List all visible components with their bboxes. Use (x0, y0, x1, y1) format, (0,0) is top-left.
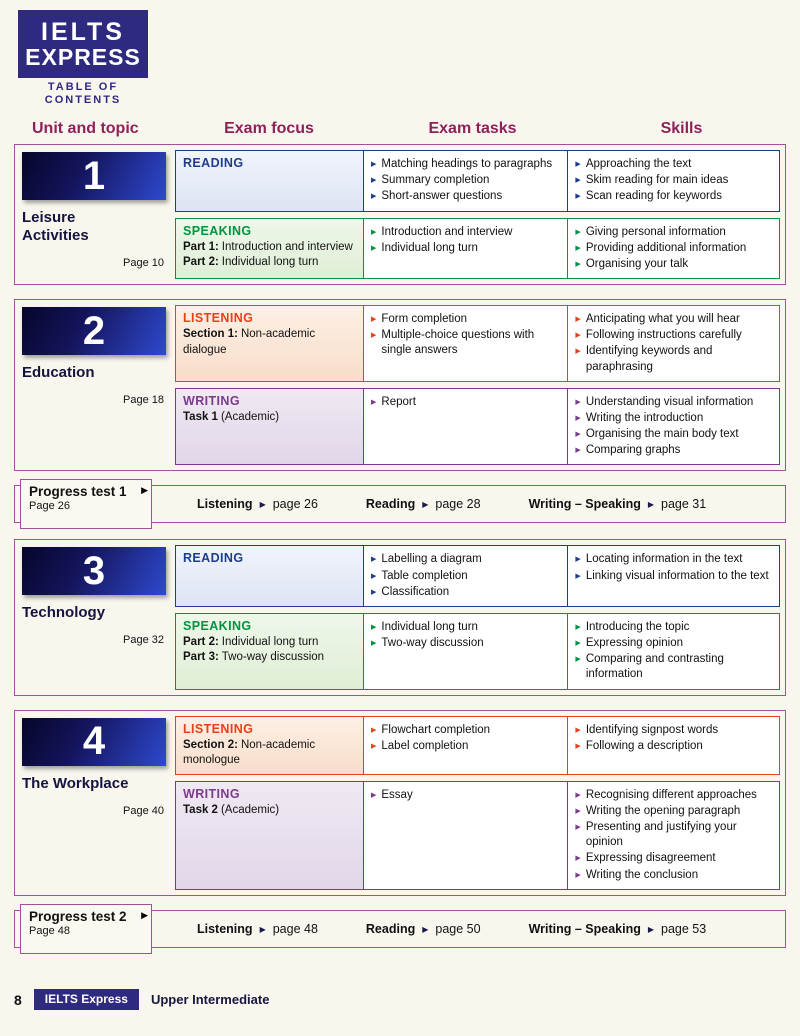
exam-section-row-reading (175, 150, 780, 212)
exam-tasks-cell (364, 546, 568, 606)
progress-test-label-box (20, 479, 152, 529)
page-number: 8 (14, 991, 22, 1008)
header-exam-tasks: Exam tasks (428, 120, 517, 138)
exam-focus-part-label: Part 2: (183, 635, 219, 648)
exam-task-item (371, 189, 560, 204)
progress-link-page: page 48 (272, 921, 318, 936)
unit-sections (175, 545, 780, 689)
exam-section-row-writing (175, 781, 780, 890)
contents-rows (14, 144, 786, 948)
bullet-arrow-icon: ▶ (575, 791, 581, 799)
exam-task-item-text: Short-answer questions (381, 190, 503, 203)
bullet-arrow-icon: ▶ (371, 726, 377, 734)
exam-focus-part-text: Non-academic monologue (183, 738, 316, 767)
exam-task-item-text: Matching headings to paragraphs (381, 158, 553, 171)
skills-cell (568, 782, 779, 889)
exam-focus-part-text: (Academic) (220, 803, 280, 816)
exam-focus-part-label: Section 1: (183, 328, 238, 341)
skill-item-text: Writing the introduction (585, 411, 704, 424)
progress-test-link (529, 922, 707, 936)
unit-page-reference: Page 18 (123, 394, 164, 407)
unit-page-reference: Page 32 (123, 634, 164, 647)
exam-focus-line (183, 327, 356, 358)
exam-tasks-cell (364, 614, 568, 689)
progress-test-title: Progress test 1 (29, 484, 127, 500)
progress-test-page: Page 26 (29, 500, 70, 513)
bullet-arrow-icon: ▶ (575, 447, 581, 455)
skill-item-text: Giving personal information (585, 225, 726, 238)
unit-block (14, 710, 786, 896)
exam-section-heading: LISTENING (183, 311, 254, 326)
progress-test-link (197, 922, 318, 936)
footer-level-label: Upper Intermediate (150, 992, 270, 1007)
link-arrow-icon: ▶ (422, 500, 429, 510)
skill-item-text: Presenting and justifying your opinion (585, 821, 737, 849)
exam-tasks-cell (364, 306, 568, 381)
exam-focus-line (183, 410, 356, 426)
skill-item (575, 157, 772, 172)
unit-page-reference: Page 10 (123, 257, 164, 270)
skill-item-text: Expressing opinion (585, 637, 683, 650)
skill-item (575, 225, 772, 240)
progress-test-link (366, 497, 481, 511)
progress-test-link (529, 497, 707, 511)
exam-task-item-text: Introduction and interview (381, 225, 513, 238)
exam-task-item-text: Essay (381, 788, 413, 801)
bullet-arrow-icon: ▶ (575, 193, 581, 201)
exam-focus-cell (176, 546, 364, 606)
skills-cell (568, 717, 779, 774)
exam-focus-part-label: Part 1: (183, 240, 219, 253)
bullet-arrow-icon: ▶ (575, 177, 581, 185)
exam-task-item-text: Two-way discussion (381, 637, 484, 650)
skill-item-text: Following a description (585, 739, 703, 752)
skill-item (575, 868, 772, 883)
bullet-arrow-icon: ▶ (575, 348, 581, 356)
progress-test-link (366, 922, 481, 936)
exam-task-item (371, 241, 560, 256)
exam-focus-line (183, 635, 356, 651)
progress-test-label-box (20, 904, 152, 954)
bullet-arrow-icon: ▶ (371, 177, 377, 185)
skills-cell (568, 546, 779, 606)
skill-item-text: Comparing graphs (585, 444, 681, 457)
unit-number: 1 (22, 152, 166, 200)
exam-focus-part-label: Section 2: (183, 738, 238, 751)
skill-item (575, 569, 772, 584)
exam-tasks-cell (364, 717, 568, 774)
progress-link-label: Writing – Speaking (528, 921, 641, 936)
exam-focus-cell (176, 219, 364, 279)
progress-test-link (197, 497, 318, 511)
exam-tasks-cell (364, 219, 568, 279)
unit-sections (175, 716, 780, 890)
exam-focus-part-text: Two-way discussion (221, 651, 325, 664)
unit-title: The Workplace (22, 774, 129, 792)
exam-task-item-text: Summary completion (381, 174, 490, 187)
skill-item-text: Organising the main body text (585, 428, 739, 441)
bullet-arrow-icon: ▶ (575, 260, 581, 268)
exam-tasks-cell (364, 389, 568, 465)
bullet-arrow-icon: ▶ (575, 726, 581, 734)
skill-item-text: Scan reading for keywords (585, 190, 722, 203)
progress-arrow-icon: ▶ (141, 485, 148, 496)
exam-task-item (371, 585, 560, 600)
unit-title: Technology (22, 604, 106, 622)
unit-topic-column (20, 305, 168, 465)
exam-focus-line (183, 650, 356, 666)
bullet-arrow-icon: ▶ (371, 588, 377, 596)
skill-item (575, 241, 772, 256)
unit-topic-column (20, 150, 168, 279)
skill-item (575, 620, 772, 635)
exam-focus-part-text: Individual long turn (221, 256, 319, 269)
exam-section-heading: SPEAKING (183, 223, 252, 238)
exam-task-item (371, 739, 560, 754)
progress-link-page: page 28 (435, 497, 481, 512)
bullet-arrow-icon: ▶ (575, 824, 581, 832)
bullet-arrow-icon: ▶ (371, 228, 377, 236)
bullet-arrow-icon: ▶ (575, 398, 581, 406)
header-skills: Skills (660, 120, 703, 138)
exam-focus-cell (176, 782, 364, 889)
skill-item (575, 652, 772, 682)
skill-item (575, 411, 772, 426)
skill-item (575, 851, 772, 866)
bullet-arrow-icon: ▶ (575, 161, 581, 169)
progress-test-row (14, 910, 786, 948)
unit-number: 3 (22, 547, 166, 595)
skill-item-text: Skim reading for main ideas (585, 174, 729, 187)
bullet-arrow-icon: ▶ (371, 244, 377, 252)
bullet-arrow-icon: ▶ (575, 332, 581, 340)
exam-task-item-text: Form completion (381, 313, 468, 326)
skill-item-text: Linking visual information to the text (585, 569, 769, 582)
skill-item-text: Expressing disagreement (585, 852, 716, 865)
skill-item-text: Identifying signpost words (585, 723, 719, 736)
skills-cell (568, 219, 779, 279)
exam-task-item-text: Individual long turn (381, 620, 478, 633)
page-footer (14, 989, 269, 1010)
exam-task-item (371, 636, 560, 651)
bullet-arrow-icon: ▶ (371, 556, 377, 564)
skill-item (575, 173, 772, 188)
skill-item (575, 739, 772, 754)
bullet-arrow-icon: ▶ (371, 623, 377, 631)
exam-task-item (371, 569, 560, 584)
skill-item (575, 723, 772, 738)
unit-block (14, 299, 786, 471)
exam-section-row-writing (175, 388, 780, 466)
bullet-arrow-icon: ▶ (575, 807, 581, 815)
exam-focus-part-label: Task 1 (183, 410, 218, 423)
bullet-arrow-icon: ▶ (575, 228, 581, 236)
skill-item (575, 636, 772, 651)
skill-item (575, 443, 772, 458)
bullet-arrow-icon: ▶ (575, 414, 581, 422)
skill-item (575, 395, 772, 410)
exam-task-item-text: Individual long turn (381, 241, 478, 254)
exam-task-item (371, 225, 560, 240)
logo-title-2: EXPRESS (25, 44, 141, 71)
bullet-arrow-icon: ▶ (371, 398, 377, 406)
skill-item (575, 328, 772, 343)
skill-item-text: Approaching the text (585, 158, 692, 171)
unit-topic-column (20, 545, 168, 689)
skill-item-text: Writing the opening paragraph (585, 804, 741, 817)
exam-section-row-reading (175, 545, 780, 607)
exam-section-row-speaking (175, 613, 780, 690)
exam-task-item (371, 723, 560, 738)
skill-item-text: Locating information in the text (585, 553, 743, 566)
skill-item (575, 788, 772, 803)
unit-sections (175, 150, 780, 279)
exam-focus-part-text: Individual long turn (221, 635, 319, 648)
exam-task-item (371, 552, 560, 567)
skill-item-text: Writing the conclusion (585, 868, 699, 881)
exam-section-heading: READING (183, 551, 244, 566)
skills-cell (568, 389, 779, 465)
unit-block (14, 144, 786, 285)
table-of-contents-label: TABLE OF CONTENTS (44, 80, 122, 107)
exam-section-row-listening (175, 305, 780, 382)
exam-section-row-listening (175, 716, 780, 775)
unit-topic-column (20, 716, 168, 890)
progress-link-label: Listening (197, 497, 253, 512)
bullet-arrow-icon: ▶ (371, 640, 377, 648)
progress-link-page: page 53 (661, 921, 707, 936)
skill-item-text: Introducing the topic (585, 620, 690, 633)
bullet-arrow-icon: ▶ (575, 572, 581, 580)
progress-link-page: page 26 (272, 497, 318, 512)
exam-task-item-text: Labelling a diagram (381, 553, 482, 566)
skill-item (575, 312, 772, 327)
header-exam-focus: Exam focus (224, 120, 314, 138)
bullet-arrow-icon: ▶ (371, 161, 377, 169)
skill-item (575, 552, 772, 567)
exam-tasks-cell (364, 782, 568, 889)
skill-item (575, 427, 772, 442)
link-arrow-icon: ▶ (259, 924, 266, 934)
progress-arrow-icon: ▶ (141, 909, 148, 920)
exam-focus-part-label: Part 2: (183, 256, 219, 269)
exam-task-item (371, 395, 560, 410)
progress-link-label: Listening (197, 921, 253, 936)
ielts-express-logo (18, 10, 148, 108)
unit-number: 4 (22, 718, 166, 766)
bullet-arrow-icon: ▶ (575, 656, 581, 664)
link-arrow-icon: ▶ (422, 924, 429, 934)
skill-item-text: Anticipating what you will hear (585, 313, 740, 326)
exam-focus-cell (176, 389, 364, 465)
unit-number: 2 (22, 307, 166, 355)
header-unit-and-topic: Unit and topic (32, 120, 139, 138)
bullet-arrow-icon: ▶ (575, 244, 581, 252)
unit-page-reference: Page 40 (123, 804, 164, 817)
exam-section-heading: SPEAKING (183, 618, 252, 633)
bullet-arrow-icon: ▶ (371, 332, 377, 340)
logo-box (18, 10, 148, 78)
exam-focus-line (183, 240, 356, 256)
skill-item (575, 820, 772, 850)
progress-test-row (14, 485, 786, 523)
exam-focus-cell (176, 614, 364, 689)
exam-section-heading: WRITING (183, 786, 240, 801)
exam-focus-line (183, 255, 356, 271)
exam-task-item-text: Label completion (381, 739, 469, 752)
bullet-arrow-icon: ▶ (575, 556, 581, 564)
link-arrow-icon: ▶ (647, 500, 655, 510)
bullet-arrow-icon: ▶ (371, 193, 377, 201)
bullet-arrow-icon: ▶ (575, 855, 581, 863)
exam-task-item-text: Classification (381, 585, 450, 598)
exam-task-item (371, 157, 560, 172)
skills-cell (568, 614, 779, 689)
exam-tasks-cell (364, 151, 568, 211)
skills-cell (568, 151, 779, 211)
exam-focus-part-text: Non-academic dialogue (183, 328, 316, 356)
exam-task-item (371, 312, 560, 327)
progress-link-page: page 50 (435, 921, 481, 936)
skill-item-text: Following instructions carefully (585, 329, 742, 342)
progress-link-label: Reading (365, 921, 416, 936)
skill-item-text: Comparing and contrasting information (585, 653, 724, 681)
exam-task-item-text: Report (381, 395, 416, 408)
exam-task-item (371, 328, 560, 358)
progress-link-label: Reading (365, 497, 416, 512)
exam-section-row-speaking (175, 218, 780, 280)
progress-link-label: Writing – Speaking (528, 497, 641, 512)
exam-task-item-text: Flowchart completion (381, 723, 491, 736)
exam-focus-line (183, 738, 356, 769)
skill-item-text: Organising your talk (585, 257, 689, 270)
exam-task-item-text: Multiple-choice questions with single answers (381, 329, 535, 357)
exam-focus-part-label: Part 3: (183, 651, 219, 664)
footer-brand-badge: IELTS Express (34, 989, 139, 1010)
skill-item (575, 344, 772, 374)
column-headers (14, 120, 786, 138)
exam-focus-part-text: Introduction and interview (221, 240, 353, 253)
exam-task-item-text: Table completion (381, 569, 468, 582)
exam-task-item (371, 788, 560, 803)
progress-test-page: Page 48 (29, 924, 70, 937)
unit-block (14, 539, 786, 695)
bullet-arrow-icon: ▶ (575, 623, 581, 631)
bullet-arrow-icon: ▶ (371, 316, 377, 324)
skill-item-text: Recognising different approaches (585, 788, 757, 801)
exam-focus-part-label: Task 2 (183, 803, 218, 816)
exam-focus-cell (176, 151, 364, 211)
skill-item-text: Identifying keywords and paraphrasing (585, 345, 713, 373)
bullet-arrow-icon: ▶ (371, 791, 377, 799)
exam-focus-cell (176, 717, 364, 774)
bullet-arrow-icon: ▶ (371, 742, 377, 750)
skills-cell (568, 306, 779, 381)
link-arrow-icon: ▶ (259, 500, 266, 510)
skill-item (575, 257, 772, 272)
bullet-arrow-icon: ▶ (575, 742, 581, 750)
skill-item (575, 804, 772, 819)
unit-title: Leisure Activities (22, 209, 89, 245)
skill-item-text: Providing additional information (585, 241, 747, 254)
exam-task-item (371, 620, 560, 635)
bullet-arrow-icon: ▶ (575, 431, 581, 439)
exam-focus-part-text: (Academic) (220, 410, 280, 423)
bullet-arrow-icon: ▶ (371, 572, 377, 580)
progress-test-title: Progress test 2 (29, 908, 127, 924)
exam-section-heading: WRITING (183, 393, 240, 408)
bullet-arrow-icon: ▶ (575, 871, 581, 879)
bullet-arrow-icon: ▶ (575, 316, 581, 324)
exam-focus-cell (176, 306, 364, 381)
unit-sections (175, 305, 780, 465)
exam-focus-line (183, 803, 356, 819)
exam-section-heading: READING (183, 156, 244, 171)
bullet-arrow-icon: ▶ (575, 640, 581, 648)
exam-task-item (371, 173, 560, 188)
logo-title-1: IELTS (41, 18, 125, 46)
unit-title: Education (22, 364, 95, 382)
link-arrow-icon: ▶ (647, 924, 655, 934)
skill-item-text: Understanding visual information (585, 395, 754, 408)
skill-item (575, 189, 772, 204)
exam-section-heading: LISTENING (183, 721, 254, 736)
progress-link-page: page 31 (661, 497, 707, 512)
